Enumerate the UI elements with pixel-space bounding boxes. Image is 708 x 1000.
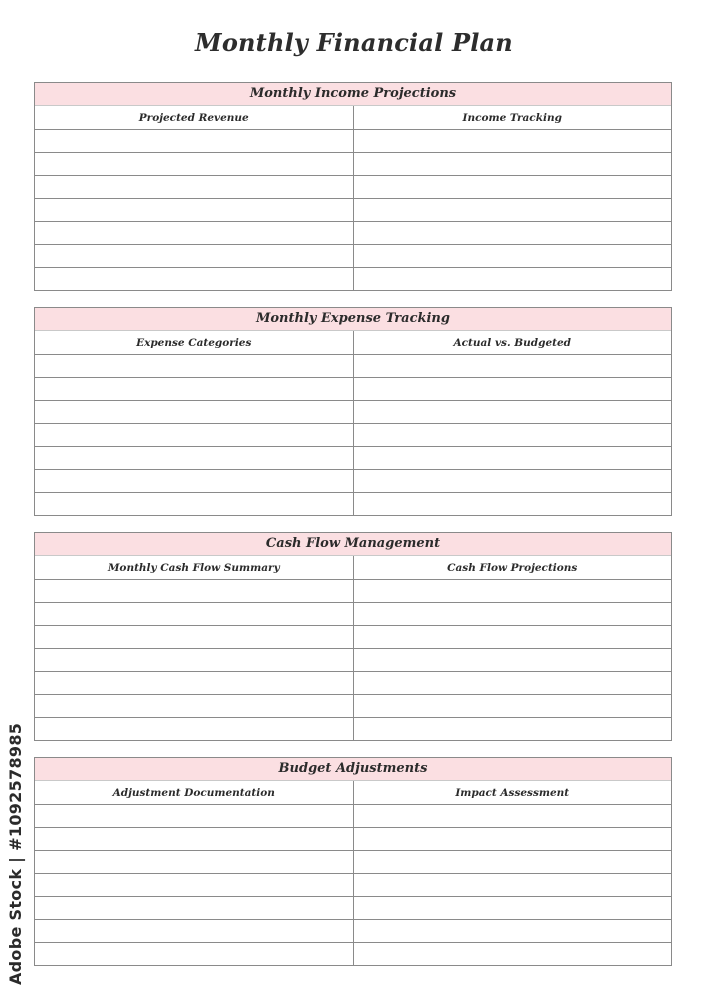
table-cell[interactable]: [353, 424, 671, 447]
table-row: [35, 897, 671, 920]
section-heading: Monthly Expense Tracking: [35, 308, 671, 331]
table-cell[interactable]: [353, 695, 671, 718]
section-budget-adjustments: [34, 757, 672, 966]
table-row: [35, 401, 671, 424]
table-cell[interactable]: [35, 355, 353, 378]
table-cell[interactable]: [35, 603, 353, 626]
table-cell[interactable]: [353, 199, 671, 222]
table-row: [35, 153, 671, 176]
table-cell[interactable]: [353, 851, 671, 874]
cash-flow-table: [35, 556, 671, 740]
table-row: [35, 851, 671, 874]
column-header-actual-vs-budgeted: Actual vs. Budgeted: [353, 331, 671, 355]
table-cell[interactable]: [35, 718, 353, 741]
table-row: [35, 493, 671, 516]
table-cell[interactable]: [353, 176, 671, 199]
column-header-adjustment-documentation: Adjustment Documentation: [35, 781, 353, 805]
table-cell[interactable]: [35, 401, 353, 424]
table-cell[interactable]: [35, 897, 353, 920]
table-row: [35, 943, 671, 966]
table-row: [35, 828, 671, 851]
table-cell[interactable]: [353, 943, 671, 966]
table-cell[interactable]: [35, 943, 353, 966]
table-row: [35, 718, 671, 741]
column-header-expense-categories: Expense Categories: [35, 331, 353, 355]
section-cash-flow-management: [34, 532, 672, 741]
budget-adjustments-table: [35, 781, 671, 965]
table-cell[interactable]: [35, 580, 353, 603]
section-expense-tracking: [34, 307, 672, 516]
table-cell[interactable]: [35, 153, 353, 176]
table-row: [35, 580, 671, 603]
table-cell[interactable]: [35, 672, 353, 695]
table-row: [35, 672, 671, 695]
table-cell[interactable]: [353, 355, 671, 378]
table-cell[interactable]: [353, 580, 671, 603]
table-cell[interactable]: [353, 718, 671, 741]
table-row: [35, 920, 671, 943]
table-cell[interactable]: [35, 828, 353, 851]
table-cell[interactable]: [353, 920, 671, 943]
table-cell[interactable]: [353, 401, 671, 424]
table-cell[interactable]: [35, 470, 353, 493]
table-cell[interactable]: [353, 245, 671, 268]
table-cell[interactable]: [353, 603, 671, 626]
table-cell[interactable]: [35, 649, 353, 672]
income-table: [35, 106, 671, 290]
column-header-cash-flow-projections: Cash Flow Projections: [353, 556, 671, 580]
table-cell[interactable]: [35, 695, 353, 718]
table-row: [35, 805, 671, 828]
table-cell[interactable]: [353, 649, 671, 672]
table-cell[interactable]: [35, 199, 353, 222]
table-row: [35, 424, 671, 447]
table-row: [35, 268, 671, 291]
table-row: [35, 626, 671, 649]
column-header-monthly-cash-flow-summary: Monthly Cash Flow Summary: [35, 556, 353, 580]
table-row: [35, 176, 671, 199]
column-header-income-tracking: Income Tracking: [353, 106, 671, 130]
table-cell[interactable]: [353, 447, 671, 470]
table-cell[interactable]: [35, 493, 353, 516]
table-cell[interactable]: [353, 222, 671, 245]
table-cell[interactable]: [353, 805, 671, 828]
section-heading: Budget Adjustments: [35, 758, 671, 781]
table-cell[interactable]: [353, 874, 671, 897]
table-cell[interactable]: [35, 378, 353, 401]
table-cell[interactable]: [353, 378, 671, 401]
table-cell[interactable]: [353, 153, 671, 176]
table-cell[interactable]: [353, 626, 671, 649]
table-cell[interactable]: [35, 805, 353, 828]
table-row: [35, 470, 671, 493]
table-cell[interactable]: [35, 130, 353, 153]
table-cell[interactable]: [353, 268, 671, 291]
table-row: [35, 130, 671, 153]
table-row: [35, 649, 671, 672]
stock-watermark-text: Adobe Stock | #1092578985: [6, 722, 25, 985]
section-heading: Monthly Income Projections: [35, 83, 671, 106]
table-cell[interactable]: [353, 470, 671, 493]
section-heading: Cash Flow Management: [35, 533, 671, 556]
table-cell[interactable]: [35, 626, 353, 649]
table-cell[interactable]: [35, 920, 353, 943]
section-income-projections: [34, 82, 672, 291]
table-cell[interactable]: [353, 897, 671, 920]
column-header-impact-assessment: Impact Assessment: [353, 781, 671, 805]
expense-table: [35, 331, 671, 515]
table-row: [35, 695, 671, 718]
table-cell[interactable]: [353, 828, 671, 851]
table-cell[interactable]: [35, 222, 353, 245]
table-row: [35, 199, 671, 222]
table-cell[interactable]: [35, 176, 353, 199]
table-row: [35, 603, 671, 626]
table-row: [35, 355, 671, 378]
table-cell[interactable]: [35, 851, 353, 874]
table-cell[interactable]: [35, 874, 353, 897]
table-cell[interactable]: [353, 493, 671, 516]
table-cell[interactable]: [35, 447, 353, 470]
table-row: [35, 874, 671, 897]
table-cell[interactable]: [35, 245, 353, 268]
table-row: [35, 447, 671, 470]
table-cell[interactable]: [353, 672, 671, 695]
page-title: Monthly Financial Plan: [195, 28, 513, 57]
table-cell[interactable]: [353, 130, 671, 153]
column-header-projected-revenue: Projected Revenue: [35, 106, 353, 130]
table-row: [35, 378, 671, 401]
table-cell[interactable]: [35, 268, 353, 291]
table-row: [35, 245, 671, 268]
table-row: [35, 222, 671, 245]
table-cell[interactable]: [35, 424, 353, 447]
